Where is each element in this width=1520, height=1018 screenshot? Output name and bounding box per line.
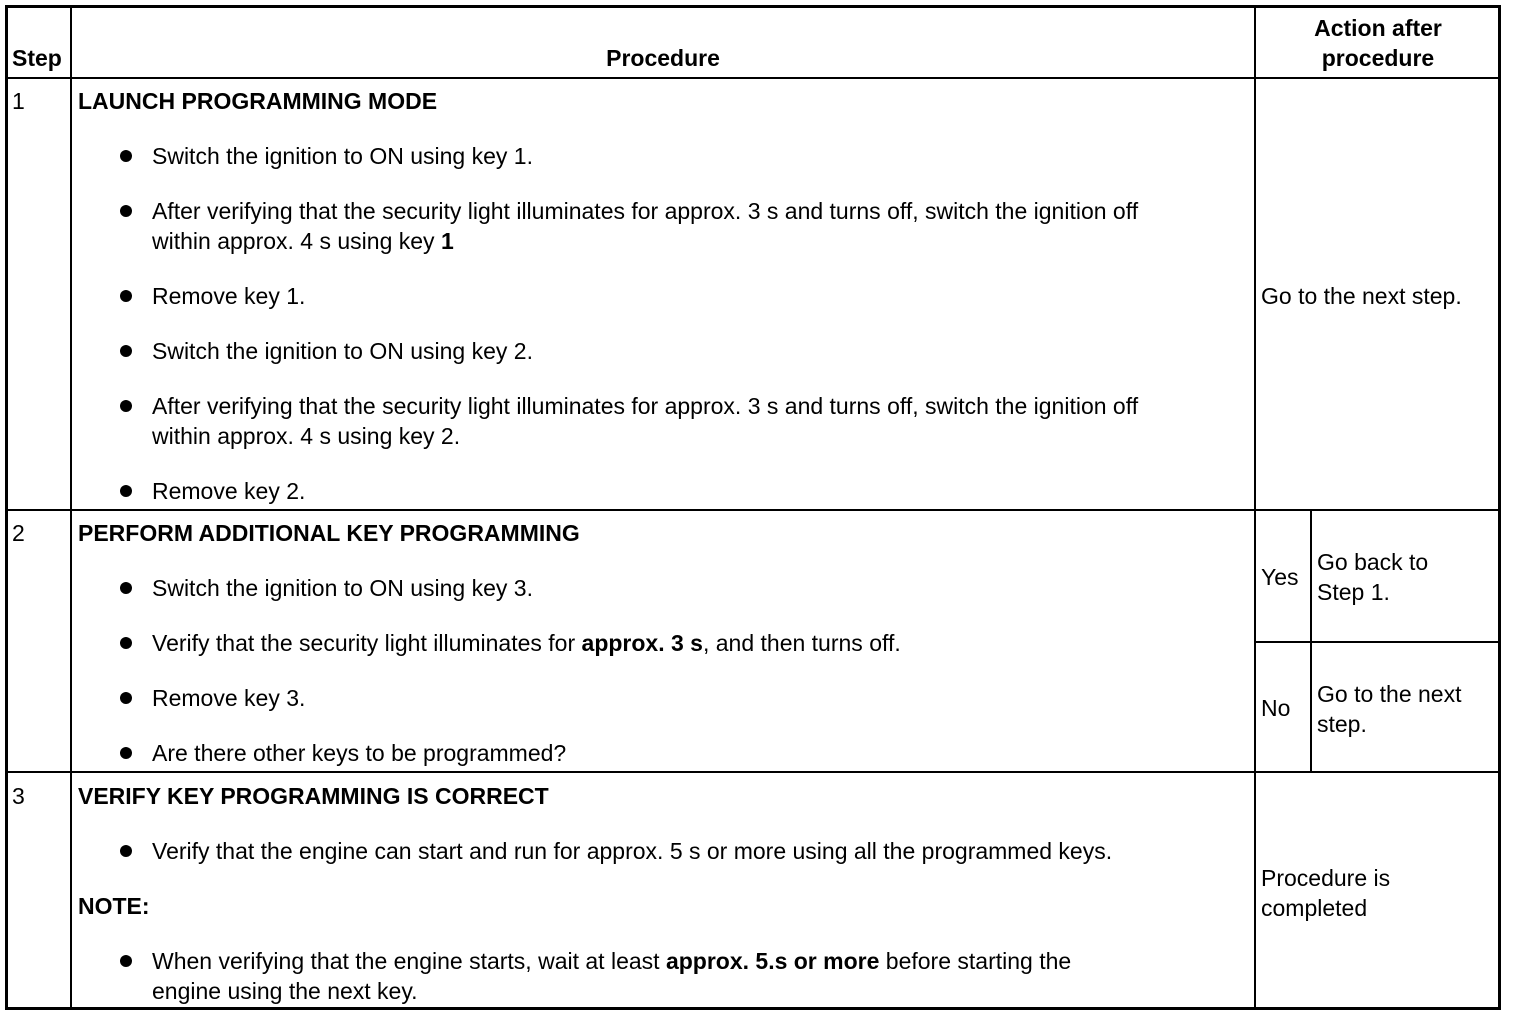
verify-text: Verify that the security light illuminates for <box>152 630 582 656</box>
bullet-icon <box>120 692 132 704</box>
bullet-icon <box>120 205 132 217</box>
bullet-icon <box>120 290 132 302</box>
header-divider <box>6 77 1500 79</box>
header-action-line1: Action after <box>1314 15 1442 41</box>
bullet-icon <box>120 400 132 412</box>
step-number-1: 1 <box>12 88 25 114</box>
note-suffix: before starting the <box>879 948 1072 974</box>
list-item <box>152 946 1071 976</box>
note-text: When verifying that the engine starts, wait at least <box>152 948 666 974</box>
list-item: Remove key 3. <box>152 685 306 711</box>
yes-label: Yes <box>1261 564 1299 590</box>
no-action-line2: step. <box>1317 711 1367 737</box>
yes-action-line1: Go back to <box>1317 549 1429 575</box>
list-item: Verify that the engine can start and run for approx. 5 s or more using all the programmed keys. <box>152 838 1113 864</box>
column-divider-step <box>70 6 72 1009</box>
action-text-1: Go to the next step. <box>1261 283 1462 309</box>
bullet-icon <box>120 150 132 162</box>
bullet-icon <box>120 582 132 594</box>
row-divider-2 <box>6 771 1500 773</box>
list-item: Switch the ignition to ON using key 1. <box>152 143 533 169</box>
step-title-1: LAUNCH PROGRAMMING MODE <box>78 88 438 114</box>
list-item: After verifying that the security light illuminates for approx. 3 s and turns off, switch the ignition off <box>152 198 1139 224</box>
list-item-continuation: within approx. 4 s using key 2. <box>152 423 461 449</box>
action-text-3-line2: completed <box>1261 895 1368 921</box>
verify-bold: approx. 3 s <box>581 630 703 656</box>
continuation-bold: 1 <box>440 228 454 254</box>
list-item <box>152 628 901 658</box>
note-label: NOTE: <box>78 893 150 919</box>
row-divider-1 <box>6 509 1500 511</box>
row-divider-yes-no <box>1254 641 1500 643</box>
verify-suffix: , and then turns off. <box>702 630 901 656</box>
list-item: Remove key 1. <box>152 283 306 309</box>
column-divider-action <box>1254 6 1256 1009</box>
list-item: Remove key 2. <box>152 478 306 504</box>
list-item-continuation: engine using the next key. <box>152 978 418 1004</box>
yes-action-line2: Step 1. <box>1317 579 1390 605</box>
list-item-continuation <box>152 226 454 256</box>
bullet-icon <box>120 485 132 497</box>
header-procedure: Procedure <box>606 45 720 71</box>
no-action-line1: Go to the next <box>1317 681 1462 707</box>
step-number-2: 2 <box>12 520 25 546</box>
action-text-3-line1: Procedure is <box>1261 865 1391 891</box>
bullet-icon <box>120 345 132 357</box>
list-item: Switch the ignition to ON using key 2. <box>152 338 533 364</box>
bullet-icon <box>120 845 132 857</box>
bullet-icon <box>120 955 132 967</box>
bullet-icon <box>120 747 132 759</box>
step-number-3: 3 <box>12 783 25 809</box>
list-item: Are there other keys to be programmed? <box>152 740 567 766</box>
list-item: Switch the ignition to ON using key 3. <box>152 575 533 601</box>
header-action-line2: procedure <box>1321 45 1435 71</box>
bullet-icon <box>120 637 132 649</box>
step-title-3: VERIFY KEY PROGRAMMING IS CORRECT <box>78 783 549 809</box>
continuation-text: within approx. 4 s using key <box>152 228 441 254</box>
list-item: After verifying that the security light illuminates for approx. 3 s and turns off, switch the ignition off <box>152 393 1139 419</box>
no-label: No <box>1261 695 1291 721</box>
note-bold: approx. 5.s or more <box>665 948 880 974</box>
header-step: Step <box>12 45 62 71</box>
step-title-2: PERFORM ADDITIONAL KEY PROGRAMMING <box>78 520 580 546</box>
